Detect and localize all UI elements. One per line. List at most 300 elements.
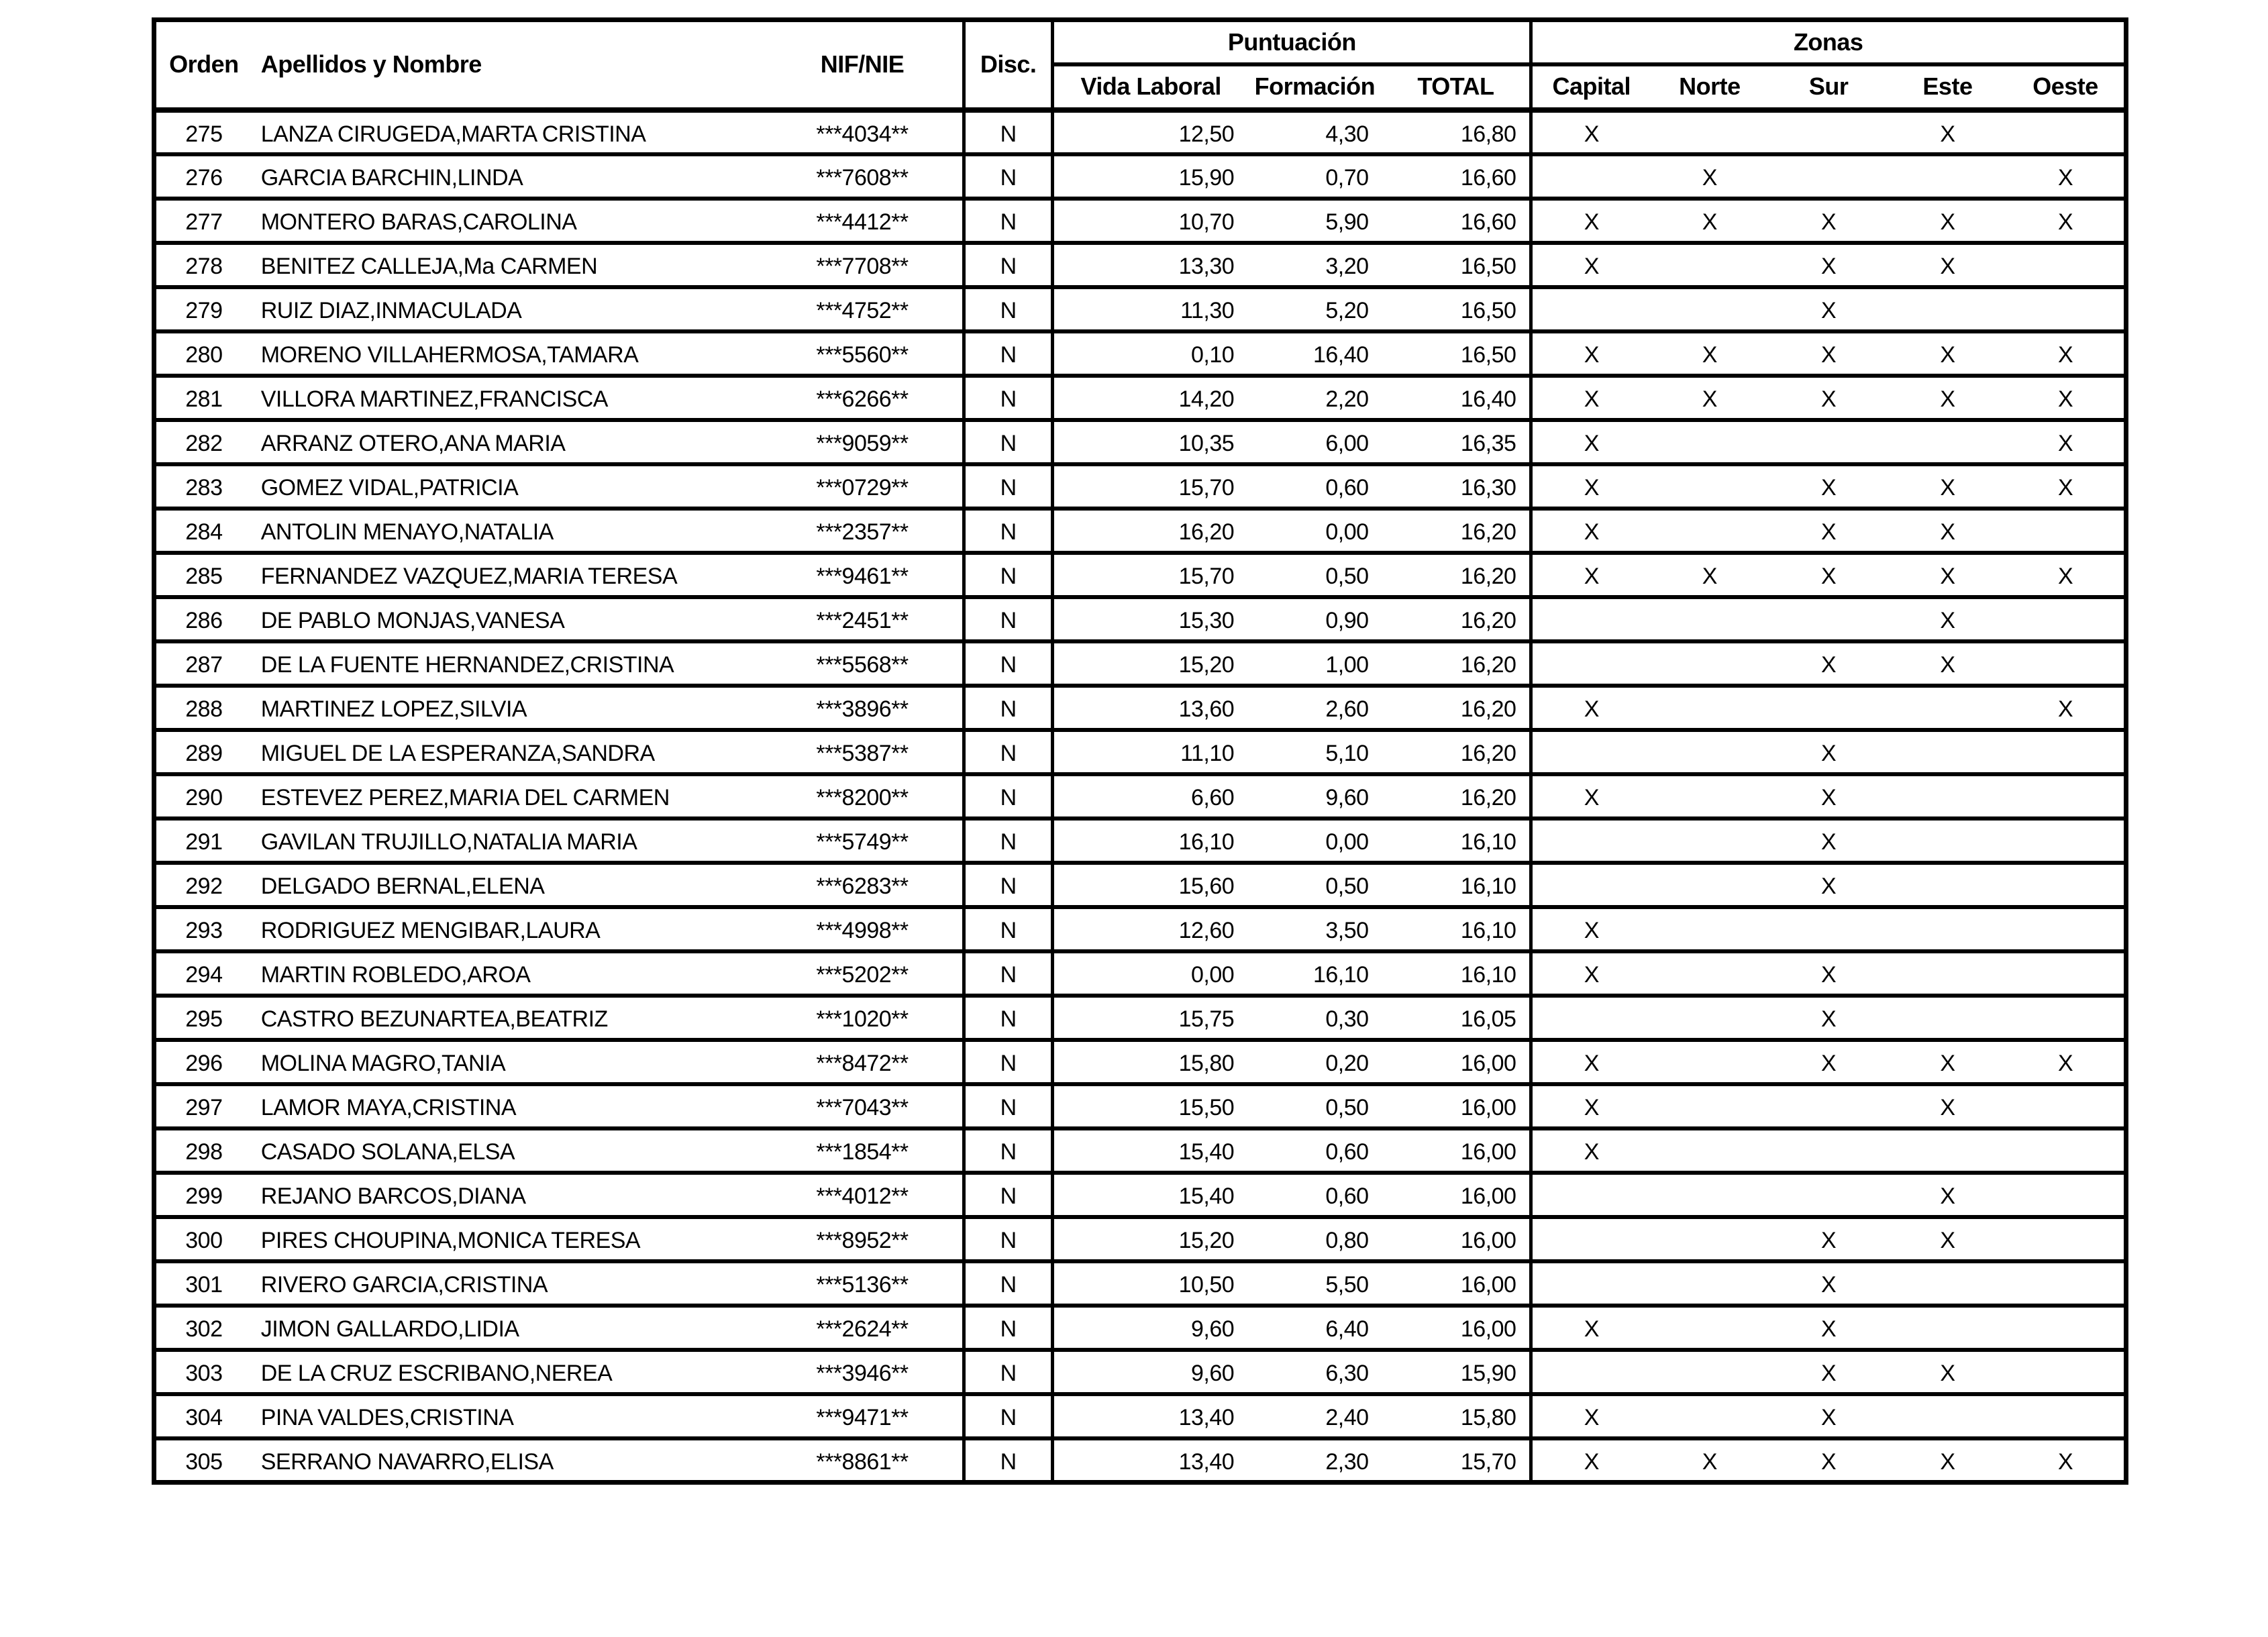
cell-zona-este-mark: X — [1940, 386, 1955, 412]
cell-apellidos-nombre: CASTRO BEZUNARTEA,BEATRIZ — [260, 1006, 608, 1032]
cell-apellidos-nombre: LAMOR MAYA,CRISTINA — [260, 1094, 517, 1120]
cell-zona-norte — [1650, 243, 1769, 287]
table-row — [154, 1084, 2126, 1128]
cell-nif-nie: ***8472** — [816, 1050, 909, 1076]
cell-vida-laboral: 9,60 — [1053, 1306, 1247, 1350]
col-header-vida-laboral: Vida Laboral — [1053, 64, 1247, 110]
cell-formacion: 5,90 — [1325, 209, 1369, 235]
cell-formacion: 0,50 — [1325, 1094, 1369, 1120]
table-row — [154, 376, 2126, 420]
cell-zona-sur-mark: X — [1821, 563, 1837, 589]
cell-formacion: 0,90 — [1325, 607, 1369, 633]
cell-total: 16,20 — [1460, 563, 1516, 589]
cell-vida-laboral: 15,80 — [1053, 1040, 1247, 1084]
cell-orden: 295 — [185, 1006, 223, 1032]
cell-nif-nie: ***1854** — [816, 1139, 909, 1165]
cell-vida-laboral: 15,50 — [1053, 1084, 1247, 1128]
cell-nif-nie: ***5560** — [816, 341, 909, 368]
cell-zona-capital — [1531, 1350, 1650, 1394]
col-header-sur: Sur — [1769, 64, 1888, 110]
cell-zona-oeste — [2007, 951, 2126, 996]
cell-zona-oeste — [2007, 863, 2126, 907]
table-row — [154, 199, 2126, 243]
cell-total: 15,80 — [1460, 1404, 1516, 1430]
cell-disc: N — [964, 1394, 1053, 1438]
cell-zona-capital-mark: X — [1531, 420, 1650, 464]
cell-apellidos-nombre: GARCIA BARCHIN,LINDA — [260, 164, 523, 191]
cell-disc: N — [964, 1084, 1053, 1128]
cell-zona-este-mark: X — [1940, 341, 1955, 368]
cell-orden: 304 — [185, 1404, 223, 1430]
cell-zona-oeste-mark: X — [2057, 164, 2073, 191]
cell-orden: 280 — [185, 341, 223, 368]
col-header-este: Este — [1888, 64, 2007, 110]
cell-vida-laboral: 15,70 — [1053, 464, 1247, 509]
cell-zona-norte-mark: X — [1702, 563, 1717, 589]
cell-zona-sur-mark: X — [1821, 1227, 1837, 1253]
table-row — [154, 597, 2126, 641]
cell-vida-laboral: 12,50 — [1053, 110, 1247, 154]
cell-total: 16,00 — [1460, 1271, 1516, 1298]
cell-zona-norte — [1650, 597, 1769, 641]
cell-vida-laboral: 11,30 — [1053, 287, 1247, 331]
cell-nif-nie: ***6283** — [816, 873, 909, 899]
cell-nif-nie: ***7708** — [816, 253, 909, 279]
cell-zona-este-mark: X — [1940, 474, 1955, 500]
cell-zona-sur-mark: X — [1821, 1448, 1837, 1475]
cell-zona-este-mark: X — [1940, 1227, 1955, 1253]
cell-total: 16,20 — [1460, 607, 1516, 633]
cell-zona-oeste-mark: X — [2057, 341, 2073, 368]
cell-total: 16,05 — [1460, 1006, 1516, 1032]
cell-zona-sur-mark: X — [1821, 784, 1837, 810]
cell-formacion: 0,60 — [1325, 1183, 1369, 1209]
cell-disc: N — [964, 464, 1053, 509]
cell-zona-capital-mark: X — [1531, 951, 1650, 996]
col-header-formacion: Formación — [1247, 64, 1382, 110]
cell-total: 16,20 — [1460, 784, 1516, 810]
cell-zona-norte — [1650, 1306, 1769, 1350]
table-row — [154, 420, 2126, 464]
cell-zona-este-mark: X — [1940, 1050, 1955, 1076]
cell-nif-nie: ***7608** — [816, 164, 909, 191]
table-header — [154, 20, 2126, 110]
cell-formacion: 9,60 — [1325, 784, 1369, 810]
cell-nif-nie: ***6266** — [816, 386, 909, 412]
cell-formacion: 2,60 — [1325, 696, 1369, 722]
cell-total: 16,20 — [1460, 740, 1516, 766]
cell-formacion: 0,30 — [1325, 1006, 1369, 1032]
table-row — [154, 1350, 2126, 1394]
cell-zona-capital-mark: X — [1531, 331, 1650, 376]
cell-zona-oeste — [2007, 1173, 2126, 1217]
table-row — [154, 863, 2126, 907]
cell-zona-oeste — [2007, 509, 2126, 553]
cell-apellidos-nombre: SERRANO NAVARRO,ELISA — [260, 1448, 554, 1475]
cell-zona-norte — [1650, 1084, 1769, 1128]
cell-total: 16,00 — [1460, 1183, 1516, 1209]
cell-orden: 292 — [185, 873, 223, 899]
cell-zona-sur — [1769, 686, 1888, 730]
cell-apellidos-nombre: DE PABLO MONJAS,VANESA — [260, 607, 565, 633]
cell-orden: 284 — [185, 519, 223, 545]
cell-disc: N — [964, 553, 1053, 597]
cell-nif-nie: ***7043** — [816, 1094, 909, 1120]
cell-formacion: 2,20 — [1325, 386, 1369, 412]
cell-zona-este-mark: X — [1940, 253, 1955, 279]
cell-nif-nie: ***4998** — [816, 917, 909, 943]
cell-zona-oeste — [2007, 1394, 2126, 1438]
cell-orden: 278 — [185, 253, 223, 279]
cell-zona-sur-mark: X — [1821, 1006, 1837, 1032]
cell-formacion: 16,40 — [1312, 341, 1369, 368]
cell-zona-este — [1888, 774, 2007, 818]
cell-apellidos-nombre: JIMON GALLARDO,LIDIA — [260, 1316, 519, 1342]
table-row — [154, 287, 2126, 331]
cell-disc: N — [964, 1306, 1053, 1350]
cell-zona-norte-mark: X — [1702, 386, 1717, 412]
cell-zona-capital — [1531, 597, 1650, 641]
table-row — [154, 686, 2126, 730]
cell-total: 16,30 — [1460, 474, 1516, 500]
cell-zona-capital-mark: X — [1531, 376, 1650, 420]
cell-orden: 287 — [185, 651, 223, 678]
cell-zona-norte-mark: X — [1702, 341, 1717, 368]
cell-orden: 294 — [185, 961, 223, 988]
cell-zona-este — [1888, 1128, 2007, 1173]
cell-zona-este-mark: X — [1940, 651, 1955, 678]
cell-zona-este — [1888, 686, 2007, 730]
cell-zona-este — [1888, 1306, 2007, 1350]
cell-zona-sur-mark: X — [1821, 829, 1837, 855]
cell-formacion: 5,20 — [1325, 297, 1369, 323]
cell-zona-oeste — [2007, 907, 2126, 951]
cell-total: 15,70 — [1460, 1448, 1516, 1475]
cell-zona-este — [1888, 818, 2007, 863]
cell-apellidos-nombre: VILLORA MARTINEZ,FRANCISCA — [260, 386, 608, 412]
cell-zona-norte — [1650, 1128, 1769, 1173]
cell-zona-este-mark: X — [1940, 607, 1955, 633]
cell-zona-sur-mark: X — [1821, 209, 1837, 235]
cell-orden: 296 — [185, 1050, 223, 1076]
cell-nif-nie: ***5568** — [816, 651, 909, 678]
cell-zona-capital — [1531, 730, 1650, 774]
cell-total: 15,90 — [1460, 1360, 1516, 1386]
cell-disc: N — [964, 243, 1053, 287]
cell-zona-oeste-mark: X — [2057, 474, 2073, 500]
group-header-zonas: Zonas — [1531, 20, 2126, 64]
cell-formacion: 3,20 — [1325, 253, 1369, 279]
cell-zona-norte — [1650, 1173, 1769, 1217]
cell-vida-laboral: 15,90 — [1053, 154, 1247, 199]
cell-zona-este-mark: X — [1940, 563, 1955, 589]
cell-zona-capital — [1531, 1261, 1650, 1306]
cell-zona-capital — [1531, 154, 1650, 199]
table-row — [154, 641, 2126, 686]
cell-zona-capital — [1531, 863, 1650, 907]
cell-orden: 298 — [185, 1139, 223, 1165]
cell-zona-capital-mark: X — [1531, 1394, 1650, 1438]
cell-zona-sur — [1769, 597, 1888, 641]
cell-zona-norte — [1650, 509, 1769, 553]
cell-zona-sur-mark: X — [1821, 1316, 1837, 1342]
cell-vida-laboral: 0,10 — [1053, 331, 1247, 376]
cell-zona-sur — [1769, 1173, 1888, 1217]
cell-vida-laboral: 11,10 — [1053, 730, 1247, 774]
cell-vida-laboral: 0,00 — [1053, 951, 1247, 996]
col-header-disc: Disc. — [964, 20, 1053, 110]
table-row — [154, 509, 2126, 553]
cell-zona-capital-mark: X — [1531, 1438, 1650, 1483]
cell-formacion: 5,10 — [1325, 740, 1369, 766]
cell-nif-nie: ***4012** — [816, 1183, 909, 1209]
cell-orden: 279 — [185, 297, 223, 323]
cell-zona-sur-mark: X — [1821, 651, 1837, 678]
cell-disc: N — [964, 818, 1053, 863]
cell-zona-sur-mark: X — [1821, 961, 1837, 988]
cell-formacion: 16,10 — [1312, 961, 1369, 988]
cell-vida-laboral: 10,70 — [1053, 199, 1247, 243]
cell-formacion: 5,50 — [1325, 1271, 1369, 1298]
cell-apellidos-nombre: ANTOLIN MENAYO,NATALIA — [260, 519, 554, 545]
cell-vida-laboral: 15,30 — [1053, 597, 1247, 641]
table-row — [154, 1217, 2126, 1261]
ranking-table — [152, 17, 2128, 1485]
cell-total: 16,00 — [1460, 1139, 1516, 1165]
cell-zona-capital — [1531, 287, 1650, 331]
cell-zona-este — [1888, 907, 2007, 951]
cell-zona-norte — [1650, 1394, 1769, 1438]
cell-zona-norte — [1650, 686, 1769, 730]
cell-total: 16,40 — [1460, 386, 1516, 412]
cell-disc: N — [964, 287, 1053, 331]
cell-zona-norte — [1650, 1350, 1769, 1394]
table-row — [154, 1306, 2126, 1350]
cell-nif-nie: ***3946** — [816, 1360, 909, 1386]
cell-formacion: 0,50 — [1325, 873, 1369, 899]
cell-orden: 303 — [185, 1360, 223, 1386]
cell-zona-capital-mark: X — [1531, 1084, 1650, 1128]
cell-zona-capital-mark: X — [1531, 464, 1650, 509]
cell-total: 16,20 — [1460, 651, 1516, 678]
cell-orden: 281 — [185, 386, 223, 412]
cell-vida-laboral: 15,40 — [1053, 1128, 1247, 1173]
cell-zona-sur-mark: X — [1821, 873, 1837, 899]
table-row — [154, 996, 2126, 1040]
cell-zona-este-mark: X — [1940, 1183, 1955, 1209]
cell-formacion: 0,00 — [1325, 829, 1369, 855]
cell-zona-oeste — [2007, 243, 2126, 287]
cell-vida-laboral: 13,30 — [1053, 243, 1247, 287]
cell-zona-este-mark: X — [1940, 519, 1955, 545]
cell-nif-nie: ***4034** — [816, 121, 909, 147]
cell-total: 16,50 — [1460, 253, 1516, 279]
cell-zona-sur — [1769, 1084, 1888, 1128]
cell-zona-sur-mark: X — [1821, 1050, 1837, 1076]
cell-vida-laboral: 15,70 — [1053, 553, 1247, 597]
cell-apellidos-nombre: MARTINEZ LOPEZ,SILVIA — [260, 696, 527, 722]
cell-zona-oeste — [2007, 287, 2126, 331]
cell-total: 16,60 — [1460, 164, 1516, 191]
cell-formacion: 2,40 — [1325, 1404, 1369, 1430]
cell-zona-norte-mark: X — [1702, 1448, 1717, 1475]
cell-disc: N — [964, 331, 1053, 376]
cell-vida-laboral: 16,20 — [1053, 509, 1247, 553]
cell-formacion: 6,00 — [1325, 430, 1369, 456]
cell-vida-laboral: 6,60 — [1053, 774, 1247, 818]
cell-formacion: 1,00 — [1325, 651, 1369, 678]
cell-disc: N — [964, 110, 1053, 154]
cell-apellidos-nombre: RUIZ DIAZ,INMACULADA — [260, 297, 522, 323]
cell-zona-oeste-mark: X — [2057, 386, 2073, 412]
cell-disc: N — [964, 1173, 1053, 1217]
cell-formacion: 6,30 — [1325, 1360, 1369, 1386]
cell-vida-laboral: 9,60 — [1053, 1350, 1247, 1394]
cell-disc: N — [964, 509, 1053, 553]
cell-zona-oeste-mark: X — [2057, 209, 2073, 235]
cell-zona-oeste — [2007, 1350, 2126, 1394]
cell-nif-nie: ***8200** — [816, 784, 909, 810]
col-header-total: TOTAL — [1382, 64, 1531, 110]
cell-nif-nie: ***4752** — [816, 297, 909, 323]
cell-disc: N — [964, 730, 1053, 774]
cell-zona-este — [1888, 1261, 2007, 1306]
cell-orden: 301 — [185, 1271, 223, 1298]
cell-nif-nie: ***5387** — [816, 740, 909, 766]
cell-zona-este — [1888, 730, 2007, 774]
cell-orden: 276 — [185, 164, 223, 191]
cell-formacion: 3,50 — [1325, 917, 1369, 943]
cell-zona-capital — [1531, 996, 1650, 1040]
cell-vida-laboral: 15,60 — [1053, 863, 1247, 907]
cell-nif-nie: ***5749** — [816, 829, 909, 855]
cell-nif-nie: ***9059** — [816, 430, 909, 456]
cell-apellidos-nombre: BENITEZ CALLEJA,Ma CARMEN — [260, 253, 598, 279]
cell-apellidos-nombre: GAVILAN TRUJILLO,NATALIA MARIA — [260, 829, 637, 855]
cell-apellidos-nombre: MORENO VILLAHERMOSA,TAMARA — [260, 341, 639, 368]
cell-zona-norte — [1650, 641, 1769, 686]
cell-disc: N — [964, 154, 1053, 199]
cell-nif-nie: ***2624** — [816, 1316, 909, 1342]
cell-disc: N — [964, 1040, 1053, 1084]
cell-total: 16,10 — [1460, 961, 1516, 988]
cell-apellidos-nombre: MOLINA MAGRO,TANIA — [260, 1050, 506, 1076]
cell-vida-laboral: 13,60 — [1053, 686, 1247, 730]
cell-orden: 305 — [185, 1448, 223, 1475]
cell-nif-nie: ***3896** — [816, 696, 909, 722]
cell-zona-capital-mark: X — [1531, 686, 1650, 730]
cell-zona-capital — [1531, 818, 1650, 863]
cell-zona-capital-mark: X — [1531, 509, 1650, 553]
col-header-capital: Capital — [1531, 64, 1650, 110]
table-row — [154, 730, 2126, 774]
cell-apellidos-nombre: REJANO BARCOS,DIANA — [260, 1183, 526, 1209]
cell-zona-este — [1888, 154, 2007, 199]
cell-zona-sur-mark: X — [1821, 297, 1837, 323]
cell-zona-sur — [1769, 110, 1888, 154]
cell-apellidos-nombre: PIRES CHOUPINA,MONICA TERESA — [260, 1227, 641, 1253]
cell-nif-nie: ***1020** — [816, 1006, 909, 1032]
cell-zona-norte — [1650, 863, 1769, 907]
cell-zona-norte — [1650, 730, 1769, 774]
cell-disc: N — [964, 951, 1053, 996]
cell-apellidos-nombre: DE LA FUENTE HERNANDEZ,CRISTINA — [260, 651, 674, 678]
cell-disc: N — [964, 1261, 1053, 1306]
cell-zona-este-mark: X — [1940, 1094, 1955, 1120]
cell-formacion: 0,60 — [1325, 1139, 1369, 1165]
cell-apellidos-nombre: RIVERO GARCIA,CRISTINA — [260, 1271, 548, 1298]
cell-zona-este — [1888, 996, 2007, 1040]
cell-zona-capital — [1531, 1173, 1650, 1217]
cell-zona-capital — [1531, 641, 1650, 686]
table-row — [154, 331, 2126, 376]
cell-orden: 297 — [185, 1094, 223, 1120]
cell-zona-norte — [1650, 110, 1769, 154]
cell-zona-norte-mark: X — [1702, 209, 1717, 235]
cell-total: 16,50 — [1460, 297, 1516, 323]
cell-zona-capital-mark: X — [1531, 1128, 1650, 1173]
cell-zona-sur-mark: X — [1821, 253, 1837, 279]
cell-orden: 286 — [185, 607, 223, 633]
table-row — [154, 818, 2126, 863]
col-header-apellidos-nombre: Apellidos y Nombre — [252, 20, 762, 110]
cell-zona-oeste — [2007, 1217, 2126, 1261]
cell-zona-sur — [1769, 1128, 1888, 1173]
cell-apellidos-nombre: CASADO SOLANA,ELSA — [260, 1139, 515, 1165]
table-row — [154, 464, 2126, 509]
cell-vida-laboral: 12,60 — [1053, 907, 1247, 951]
cell-zona-oeste-mark: X — [2057, 430, 2073, 456]
cell-nif-nie: ***2451** — [816, 607, 909, 633]
cell-apellidos-nombre: GOMEZ VIDAL,PATRICIA — [260, 474, 519, 500]
cell-zona-oeste — [2007, 774, 2126, 818]
cell-zona-oeste — [2007, 1261, 2126, 1306]
table-row — [154, 154, 2126, 199]
cell-zona-sur-mark: X — [1821, 1271, 1837, 1298]
cell-disc: N — [964, 641, 1053, 686]
cell-total: 16,80 — [1460, 121, 1516, 147]
cell-zona-sur-mark: X — [1821, 386, 1837, 412]
cell-zona-capital-mark: X — [1531, 907, 1650, 951]
cell-zona-capital-mark: X — [1531, 110, 1650, 154]
cell-zona-oeste — [2007, 1084, 2126, 1128]
cell-total: 16,20 — [1460, 519, 1516, 545]
cell-zona-norte-mark: X — [1702, 164, 1717, 191]
table-row — [154, 1438, 2126, 1483]
cell-zona-capital-mark: X — [1531, 1306, 1650, 1350]
cell-zona-capital-mark: X — [1531, 199, 1650, 243]
group-header-puntuacion: Puntuación — [1053, 20, 1531, 64]
cell-disc: N — [964, 863, 1053, 907]
table-row — [154, 907, 2126, 951]
table-row — [154, 1394, 2126, 1438]
table-row — [154, 951, 2126, 996]
cell-total: 16,00 — [1460, 1227, 1516, 1253]
table-row — [154, 1173, 2126, 1217]
cell-formacion: 4,30 — [1325, 121, 1369, 147]
cell-zona-norte — [1650, 996, 1769, 1040]
cell-total: 16,60 — [1460, 209, 1516, 235]
cell-total: 16,00 — [1460, 1316, 1516, 1342]
cell-total: 16,00 — [1460, 1094, 1516, 1120]
cell-disc: N — [964, 774, 1053, 818]
cell-formacion: 6,40 — [1325, 1316, 1369, 1342]
table-row — [154, 553, 2126, 597]
cell-disc: N — [964, 907, 1053, 951]
cell-zona-oeste — [2007, 730, 2126, 774]
cell-zona-norte — [1650, 1261, 1769, 1306]
cell-disc: N — [964, 597, 1053, 641]
